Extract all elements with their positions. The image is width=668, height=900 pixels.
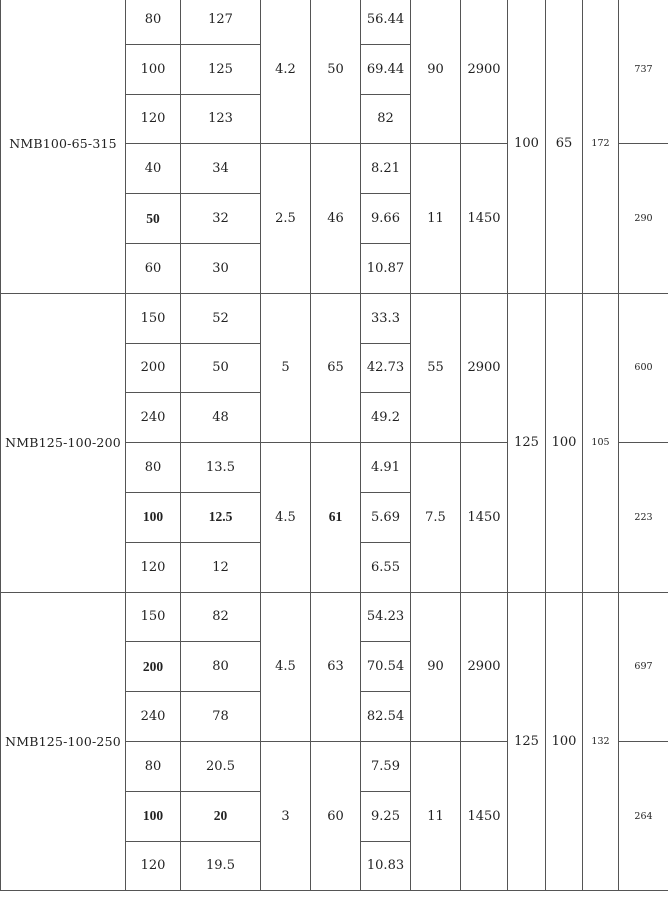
- head-cell: 123: [181, 94, 261, 144]
- flow-cell: 120: [126, 94, 181, 144]
- table-row: [1, 0, 668, 44]
- speed-cell: 1450: [461, 144, 508, 293]
- shaft-power-cell: 9.25: [361, 791, 411, 841]
- table-row: [1, 293, 668, 343]
- outlet-cell: 100: [546, 293, 583, 592]
- head-cell: 20.5: [181, 741, 261, 791]
- flow-cell: 240: [126, 692, 181, 742]
- flow-cell: 240: [126, 393, 181, 443]
- head-cell: 12: [181, 542, 261, 592]
- last-value-cell: 264: [619, 741, 668, 890]
- weight-cell: 105: [583, 293, 619, 592]
- head-cell: 50: [181, 343, 261, 393]
- table-row: [1, 592, 668, 642]
- npsh-cell: 5: [261, 293, 311, 442]
- model-cell: NMB100-65-315: [1, 0, 126, 293]
- efficiency-cell: 61: [311, 443, 361, 592]
- shaft-power-cell: 7.59: [361, 741, 411, 791]
- head-cell: 13.5: [181, 443, 261, 493]
- motor-power-cell: 11: [411, 144, 461, 293]
- head-cell: 78: [181, 692, 261, 742]
- flow-cell: 80: [126, 443, 181, 493]
- efficiency-cell: 65: [311, 293, 361, 442]
- flow-cell: 120: [126, 841, 181, 891]
- motor-power-cell: 7.5: [411, 443, 461, 592]
- inlet-cell: 125: [508, 592, 546, 891]
- head-cell: 30: [181, 243, 261, 293]
- head-cell: 127: [181, 0, 261, 44]
- speed-cell: 1450: [461, 741, 508, 890]
- head-cell: 34: [181, 144, 261, 194]
- speed-cell: 2900: [461, 293, 508, 442]
- shaft-power-cell: 82: [361, 94, 411, 144]
- flow-cell: 100: [126, 791, 181, 841]
- npsh-cell: 4.5: [261, 592, 311, 741]
- efficiency-cell: 60: [311, 741, 361, 890]
- last-value-cell: 697: [619, 592, 668, 741]
- flow-cell: 50: [126, 194, 181, 244]
- flow-cell: 120: [126, 542, 181, 592]
- shaft-power-cell: 6.55: [361, 542, 411, 592]
- shaft-power-cell: 10.87: [361, 243, 411, 293]
- weight-cell: 132: [583, 592, 619, 891]
- flow-cell: 150: [126, 592, 181, 642]
- shaft-power-cell: 70.54: [361, 642, 411, 692]
- flow-cell: 80: [126, 0, 181, 44]
- shaft-power-cell: 69.44: [361, 44, 411, 94]
- flow-cell: 80: [126, 741, 181, 791]
- shaft-power-cell: 4.91: [361, 443, 411, 493]
- head-cell: 52: [181, 293, 261, 343]
- motor-power-cell: 55: [411, 293, 461, 442]
- flow-cell: 200: [126, 642, 181, 692]
- speed-cell: 1450: [461, 443, 508, 592]
- flow-cell: 100: [126, 492, 181, 542]
- shaft-power-cell: 56.44: [361, 0, 411, 44]
- motor-power-cell: 90: [411, 592, 461, 741]
- model-cell: NMB125-100-250: [1, 592, 126, 891]
- shaft-power-cell: 5.69: [361, 492, 411, 542]
- npsh-cell: 4.2: [261, 0, 311, 144]
- shaft-power-cell: 49.2: [361, 393, 411, 443]
- speed-cell: 2900: [461, 592, 508, 741]
- head-cell: 80: [181, 642, 261, 692]
- motor-power-cell: 90: [411, 0, 461, 144]
- head-cell: 32: [181, 194, 261, 244]
- last-value-cell: 290: [619, 144, 668, 293]
- npsh-cell: 3: [261, 741, 311, 890]
- npsh-cell: 2.5: [261, 144, 311, 293]
- weight-cell: 172: [583, 0, 619, 293]
- shaft-power-cell: 33.3: [361, 293, 411, 343]
- shaft-power-cell: 54.23: [361, 592, 411, 642]
- npsh-cell: 4.5: [261, 443, 311, 592]
- head-cell: 48: [181, 393, 261, 443]
- shaft-power-cell: 8.21: [361, 144, 411, 194]
- flow-cell: 60: [126, 243, 181, 293]
- flow-cell: 40: [126, 144, 181, 194]
- efficiency-cell: 63: [311, 592, 361, 741]
- efficiency-cell: 50: [311, 0, 361, 144]
- inlet-cell: 125: [508, 293, 546, 592]
- head-cell: 20: [181, 791, 261, 841]
- head-cell: 12.5: [181, 492, 261, 542]
- head-cell: 82: [181, 592, 261, 642]
- flow-cell: 150: [126, 293, 181, 343]
- speed-cell: 2900: [461, 0, 508, 144]
- last-value-cell: 600: [619, 293, 668, 442]
- head-cell: 125: [181, 44, 261, 94]
- flow-cell: 100: [126, 44, 181, 94]
- outlet-cell: 65: [546, 0, 583, 293]
- motor-power-cell: 11: [411, 741, 461, 890]
- last-value-cell: 223: [619, 443, 668, 592]
- shaft-power-cell: 10.83: [361, 841, 411, 891]
- last-value-cell: 737: [619, 0, 668, 144]
- efficiency-cell: 46: [311, 144, 361, 293]
- shaft-power-cell: 42.73: [361, 343, 411, 393]
- outlet-cell: 100: [546, 592, 583, 891]
- shaft-power-cell: 9.66: [361, 194, 411, 244]
- model-cell: NMB125-100-200: [1, 293, 126, 592]
- flow-cell: 200: [126, 343, 181, 393]
- shaft-power-cell: 82.54: [361, 692, 411, 742]
- inlet-cell: 100: [508, 0, 546, 293]
- head-cell: 19.5: [181, 841, 261, 891]
